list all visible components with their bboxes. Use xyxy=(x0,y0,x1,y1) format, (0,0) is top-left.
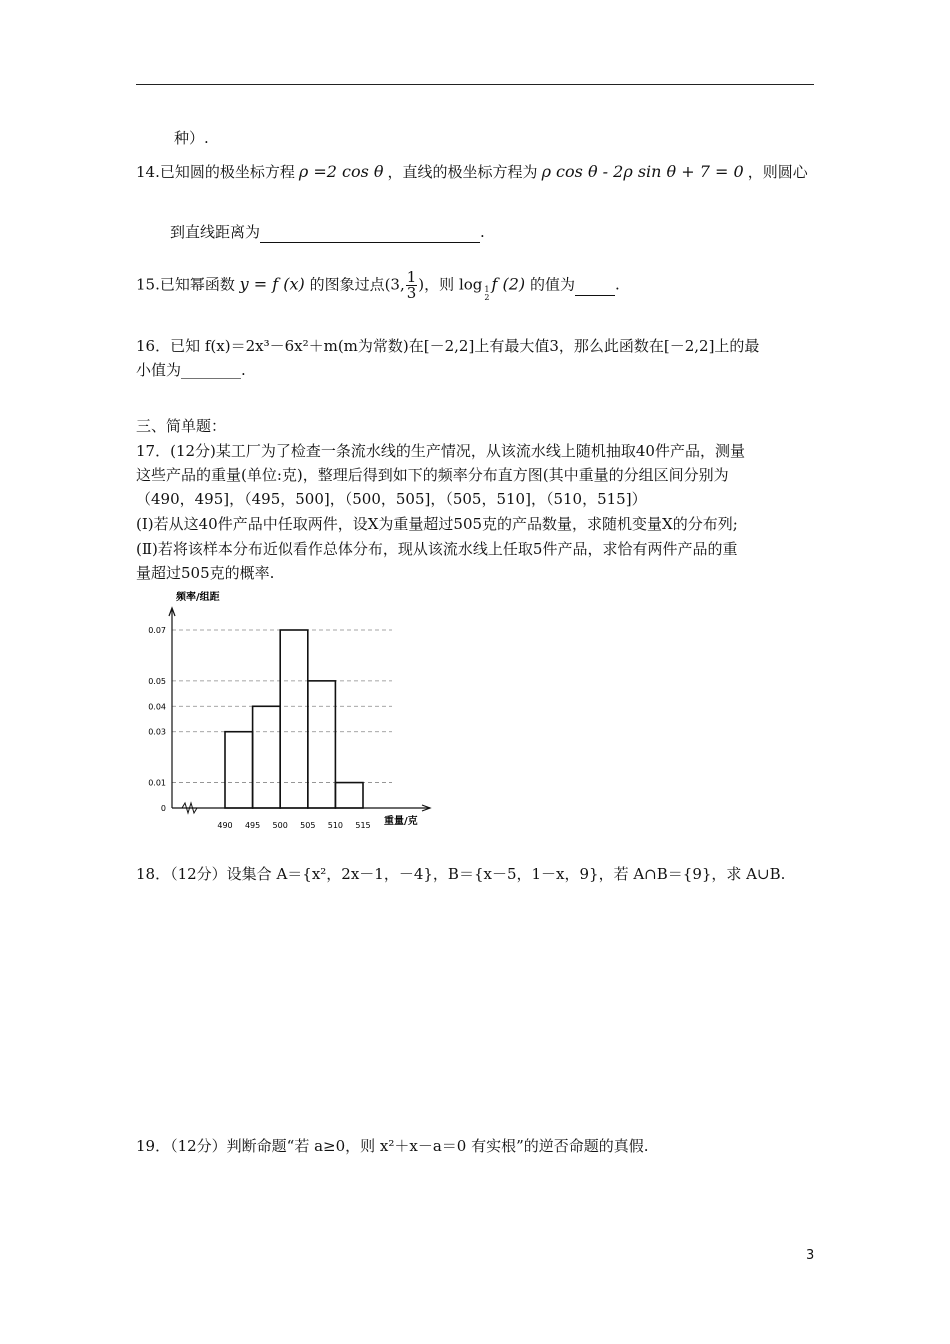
histogram-bar-3 xyxy=(308,681,336,808)
x-tick-label-4: 510 xyxy=(327,821,344,830)
question-17-line-4: (Ⅰ)若从这40件产品中任取两件，设X为重量超过505克的产品数量，求随机变量X的分布列; xyxy=(136,515,738,533)
histogram-bar-0 xyxy=(225,732,253,808)
q14-circle-equation: ρ =2 cos θ xyxy=(298,162,384,181)
q15-fraction-denominator: 3 xyxy=(406,284,417,302)
x-tick-label-0: 490 xyxy=(217,821,233,830)
x-tick-label-2: 500 xyxy=(272,821,288,830)
histogram-bar-1 xyxy=(253,706,281,808)
x-tick-label-3: 505 xyxy=(300,821,316,830)
q14-text-2: ，直线的极坐标方程为 xyxy=(387,163,538,181)
q15-end: . xyxy=(614,275,620,294)
y-axis-label: 频率/组距 xyxy=(176,592,220,603)
q14-end: . xyxy=(480,223,485,241)
q15-point-close: ) xyxy=(418,275,425,294)
frequency-histogram xyxy=(130,590,440,840)
q15-fraction xyxy=(406,270,418,301)
y-tick-label-0: 0 xyxy=(160,804,166,813)
q14-answer-blank xyxy=(260,222,480,243)
x-axis-label: 重量/克 xyxy=(384,816,418,827)
q14-text-4: 到直线距离为 xyxy=(170,223,261,241)
question-17-line-5: (Ⅱ)若将该样本分布近似看作总体分布，现从该流水线上任取5件产品，求恰有两件产品的重 xyxy=(136,540,738,558)
y-tick-label-1: 0.01 xyxy=(148,778,166,788)
question-16-line-2: 小值为________. xyxy=(136,361,246,379)
x-tick-label-5: 515 xyxy=(355,821,371,830)
question-17-line-2: 这些产品的重量(单位:克)，整理后得到如下的频率分布直方图(其中重量的分组区间分别为 xyxy=(136,466,729,484)
q15-function: y = f (x) xyxy=(239,274,305,294)
header-rule xyxy=(136,84,814,85)
question-17-line-3: （490，495]，（495，500]，（500，505]，（505，510]，（510，515]） xyxy=(136,490,647,508)
q14-text-1: 14.已知圆的极坐标方程 xyxy=(136,163,295,181)
question-19: 19．（12分）判断命题“若 a≥0，则 x²＋x－a＝0 有实根”的逆否命题的真假. xyxy=(136,1137,649,1155)
question-17-line-1: 17．(12分)某工厂为了检查一条流水线的生产情况，从该流水线上随机抽取40件产品，测量 xyxy=(136,442,745,460)
histogram-svg xyxy=(130,590,440,840)
q15-log: log xyxy=(458,275,483,294)
question-14-line-2 xyxy=(170,222,485,243)
q14-line-equation: ρ cos θ - 2ρ sin θ + 7 = 0 xyxy=(541,162,744,181)
q15-text-2: 的图象过点 xyxy=(309,275,385,294)
top-fragment: 种）. xyxy=(174,129,209,147)
question-18: 18．（12分）设集合 A＝{x²，2x－1，－4}，B＝{x－5，1－x，9}，若 A∩B＝{9}，求 A∪B. xyxy=(136,865,786,883)
question-17-line-6: 量超过505克的概率. xyxy=(136,564,275,582)
histogram-bar-2 xyxy=(280,630,308,808)
y-tick-label-2: 0.03 xyxy=(148,727,166,737)
q15-text-4: 的值为 xyxy=(529,275,575,294)
q15-log-base-denominator: 2 xyxy=(484,292,490,302)
histogram-bar-4 xyxy=(335,783,363,808)
q15-answer-blank xyxy=(575,275,615,296)
q15-fraction-numerator: 1 xyxy=(406,268,417,286)
y-tick-label-4: 0.05 xyxy=(148,676,166,686)
q15-log-argument: f (2) xyxy=(491,274,526,294)
y-tick-label-3: 0.04 xyxy=(148,702,166,712)
q14-text-3: ，则圆心 xyxy=(747,163,808,181)
q15-log-base-numerator: 1 xyxy=(484,284,490,294)
q15-text-3: ，则 xyxy=(424,275,455,294)
question-14 xyxy=(136,162,808,182)
x-tick-label-1: 495 xyxy=(244,821,261,830)
page-number: 3 xyxy=(806,1248,815,1263)
y-tick-label-5: 0.07 xyxy=(148,626,166,635)
section-heading: 三、简单题： xyxy=(136,417,227,435)
q15-point-open: (3, xyxy=(384,275,405,294)
question-16-line-1: 16．已知 f(x)＝2x³－6x²＋m(m为常数)在[－2,2]上有最大值3，那么此函数在[－2,2]上的最 xyxy=(136,337,760,355)
question-15 xyxy=(136,270,620,302)
q15-text-1: 15.已知幂函数 xyxy=(136,275,235,294)
q15-log-base xyxy=(484,286,489,302)
